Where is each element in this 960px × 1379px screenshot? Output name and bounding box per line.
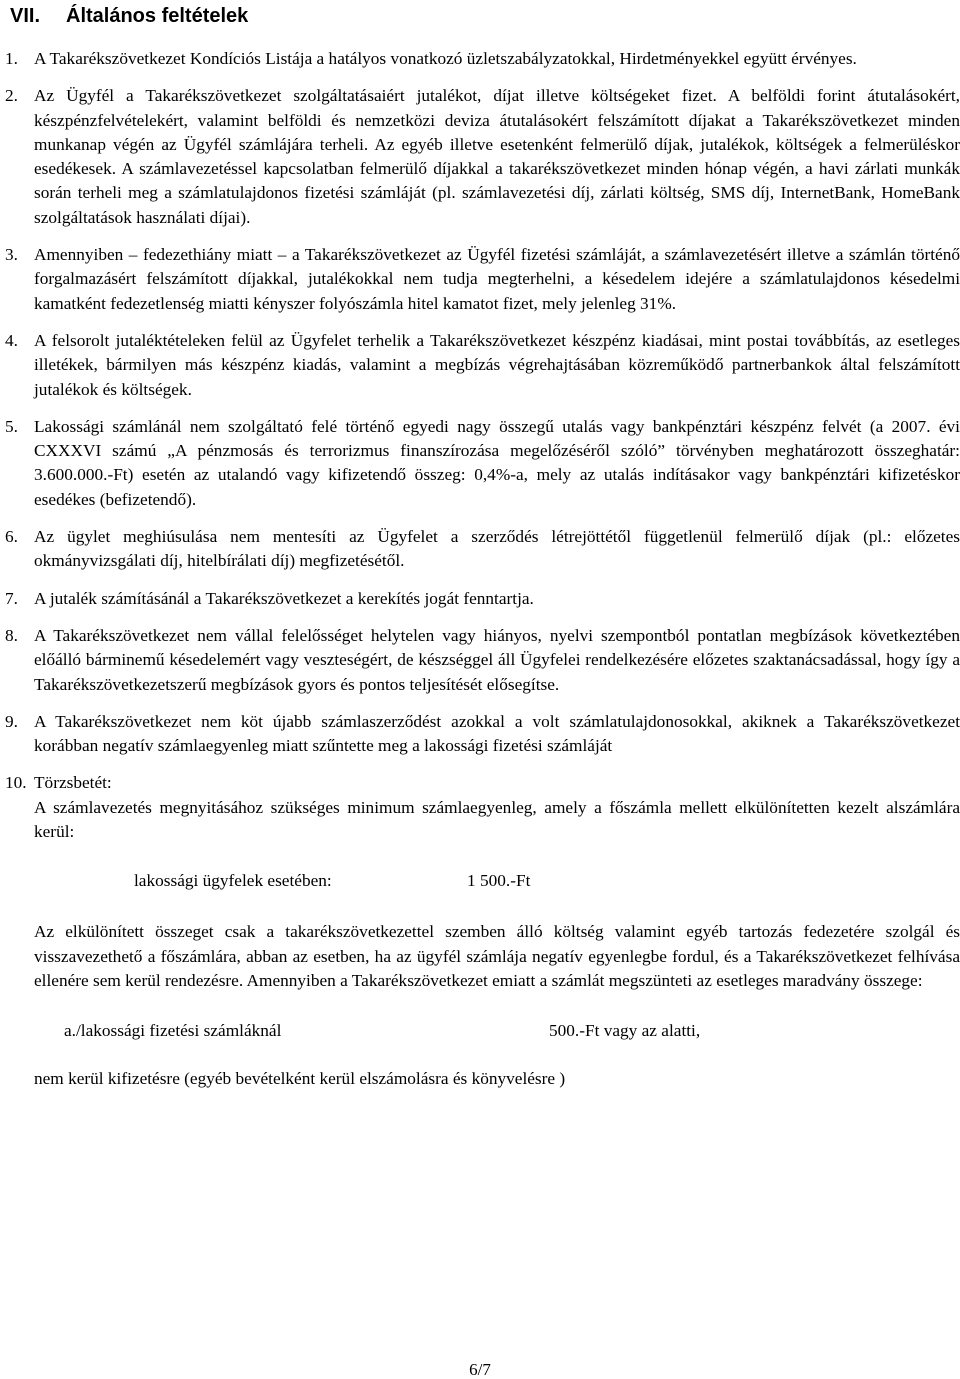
- section-heading: [10, 2, 248, 30]
- list-item-10: [5, 771, 960, 1091]
- item-paragraph: Az elkülönített összeget csak a takarékszövetkezettel szemben álló költség valamint egyéb tartozás fedezetére szolgál és visszavezethető a főszámlára, abban az esetben, ha az ügyfél számlája negatív egyenlegbe fordul, és a Takarékszövetkezet felhívása ellenére sem kerül rendezésre. Amennyiben a Takarékszövetkezet emiatt a számlát megszünteti az esetleges maradvány összege:: [34, 922, 960, 990]
- deposit-row: [34, 869, 960, 893]
- item-number: 6.: [5, 527, 18, 547]
- section-title: Általános feltételek: [66, 5, 249, 27]
- item-text: A felsorolt jutaléktételeken felül az Ügyfelet terhelik a Takarékszövetkezet készpénz kiadásai, mint postai továbbítás, az esetleges illetékek, bármilyen más készpénz kiadás, valamint a megbízás végrehajtásában közreműködő partnerbankok által felszámított jutalékok és költségek.: [34, 330, 960, 399]
- item-number: 2.: [5, 86, 18, 106]
- item-number: 5.: [5, 416, 18, 436]
- list-item: [5, 710, 960, 759]
- residual-row-value: 500.-Ft vagy az alatti,: [549, 1021, 701, 1041]
- item-number: 9.: [5, 711, 18, 731]
- item-text: A Takarékszövetkezet nem köt újabb számlaszerződést azokkal a volt számlatulajdonosokkal, akiknek a Takarékszövetkezet korábban negatív számlaegyenleg miatt szűntette meg a lakossági fizetési számláját: [34, 711, 960, 756]
- item-closing: nem kerül kifizetésre (egyéb bevételként kerül elszámolásra és könyvelésre ): [34, 1069, 566, 1089]
- item-title: Törzsbetét:: [34, 773, 112, 793]
- residual-row: [34, 1019, 960, 1043]
- item-text: Amennyiben – fedezethiány miatt – a Takarékszövetkezet az Ügyfél fizetési számláját, a számlavezetésért illetve a számlán történő forgalmazásért felszámított díjakkal, jutalékokkal nem tudja megterhelni, a késedelem idejére a számlatulajdonos késedelmi kamatként fedezetlenség miatti kényszer folyószámla hitel kamatot fizet, mely jelenleg 31%.: [34, 245, 960, 313]
- deposit-row-value: 1 500.-Ft: [467, 871, 531, 891]
- deposit-row-label: lakossági ügyfelek esetében:: [134, 871, 332, 891]
- item-number: 3.: [5, 245, 18, 265]
- item-number: 1.: [5, 49, 18, 68]
- page-number: 6/7: [469, 1360, 491, 1379]
- list-item: [5, 243, 960, 316]
- item-number: 7.: [5, 588, 18, 608]
- section-number: VII.: [10, 5, 41, 27]
- residual-row-label: a./lakossági fizetési számláknál: [64, 1021, 282, 1041]
- list-item: [5, 525, 960, 574]
- list-item: [5, 47, 960, 71]
- item-text: Az ügylet meghiúsulása nem mentesíti az Ügyfelet a szerződés létrejöttétől függetlenül felmerülő díjak (pl.: előzetes okmányvizsgálati díj, hitelbírálati díj) megfizetésétől.: [34, 527, 960, 571]
- item-intro: A számlavezetés megnyitásához szükséges minimum számlaegyenleg, amely a főszámla mellett elkülönítetten kezelt alszámlára kerül:: [34, 797, 960, 842]
- list-item: [5, 624, 960, 697]
- item-text: Az Ügyfél a Takarékszövetkezet szolgáltatásaiért jutalékot, díjat illetve költségeket fizet. A belföldi forint átutalásokért, készpénzfelvételekért, valamint belföldi és nemzetközi deviza átutalásokért felszámított díjakat a Takarékszövetkezet minden munkanap végén az Ügyfél számlájára terheli. Az egyéb illetve esetenként felmerülő díjak, jutalékok, költségek a felmerüléskor esedékesek. A számlavezetéssel kapcsolatban felmerülő díjakkal a takarékszövetkezet minden hónap végén, a havi zárlati munkák során terheli meg a számlatulajdonos fizetési számláját (pl. számlavezetési díj, zárlati költség, SMS díj, InternetBank, HomeBank szolgáltatások használati díjai).: [34, 86, 960, 227]
- item-text: A Takarékszövetkezet Kondíciós Listája a hatályos vonatkozó üzletszabályzatokkal, Hirdetményekkel együtt érvényes.: [34, 49, 857, 68]
- item-text: Lakossági számlánál nem szolgáltató felé történő egyedi nagy összegű utalás vagy bankpénztári készpénz felvét (a 2007. évi CXXXVI számú „A pénzmosás és terrorizmus finanszírozása megelőzéséről szóló” törvényben meghatározott összeghatár: 3.600.000.-Ft) esetén az utalandó vagy kifizetendő összeg: 0,4%-a, mely az utalás indításakor vagy bankpénztári kifizetéskor esedékes (befizetendő).: [34, 416, 960, 509]
- item-number: 4.: [5, 330, 18, 350]
- list-item: [5, 587, 960, 611]
- conditions-list: [5, 47, 960, 1092]
- item-number: 10.: [5, 773, 27, 793]
- list-item: [5, 84, 960, 230]
- list-item: [5, 415, 960, 512]
- item-text: A jutalék számításánál a Takarékszövetkezet a kerekítés jogát fenntartja.: [34, 588, 534, 608]
- item-number: 8.: [5, 625, 18, 645]
- list-item: [5, 329, 960, 402]
- item-text: A Takarékszövetkezet nem vállal felelősséget helytelen vagy hiányos, nyelvi szempontból pontatlan megbízások következtében előálló bárminemű késedelemért vagy veszteségért, de készséggel áll Ügyfelei rendelkezésére előzetes szaktanácsadással, hogy így a Takarékszövetkezetszerű megbízások gyors és pontos teljesítését elősegítse.: [34, 625, 960, 694]
